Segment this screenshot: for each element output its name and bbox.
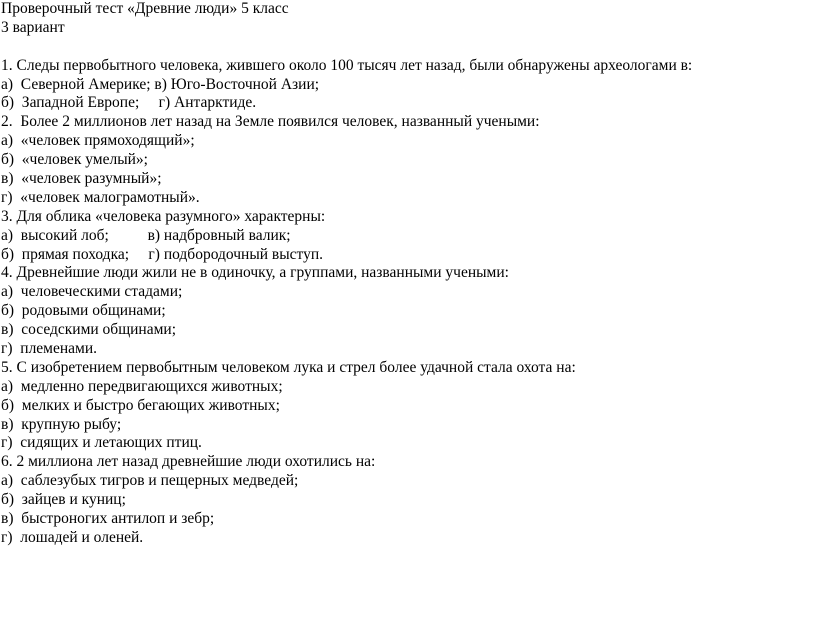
question-1: 1. Следы первобытного человека, жившего около 100 тысяч лет назад, были обнаружены археологами в: <box>1 56 693 74</box>
document-page <box>1 0 811 548</box>
variant-label: 3 вариант <box>1 18 65 36</box>
question-6: 6. 2 миллиона лет назад древнейшие люди охотились на: <box>1 453 376 471</box>
question-4-option-g: г) племенами. <box>1 340 98 358</box>
question-4-option-a: а) человеческими стадами; <box>1 283 183 301</box>
question-6-option-a: а) саблезубых тигров и пещерных медведей; <box>1 472 299 490</box>
question-6-option-v: в) быстроногих антилоп и зебр; <box>1 510 215 528</box>
question-4: 4. Древнейшие люди жили не в одиночку, а группами, названными учеными: <box>1 264 509 282</box>
question-3-options-b-g: б) прямая походка; г) подбородочный выступ. <box>1 245 324 263</box>
document-title: Проверочный тест «Древние люди» 5 класс <box>1 0 289 17</box>
question-3: 3. Для облика «человека разумного» характерны: <box>1 207 326 225</box>
blank-line <box>1 38 811 57</box>
question-5-option-g: г) сидящих и летающих птиц. <box>1 434 202 452</box>
question-4-option-b: б) родовыми общинами; <box>1 302 166 320</box>
question-6-option-g: г) лошадей и оленей. <box>1 528 144 546</box>
question-4-option-v: в) соседскими общинами; <box>1 321 177 339</box>
question-2-option-g: г) «человек малограмотный». <box>1 188 200 206</box>
question-3-options-a-v: а) высокий лоб; в) надбровный валик; <box>1 226 291 244</box>
question-2-option-v: в) «человек разумный»; <box>1 170 162 188</box>
question-1-options-a-v: а) Северной Америке; в) Юго-Восточной Азии; <box>1 75 320 93</box>
question-5-option-a: а) медленно передвигающихся животных; <box>1 377 283 395</box>
question-2: 2. Более 2 миллионов лет назад на Земле появился человек, названный учеными: <box>1 113 540 131</box>
question-1-options-b-g: б) Западной Европе; г) Антарктиде. <box>1 94 257 112</box>
question-5-option-v: в) крупную рыбу; <box>1 415 122 433</box>
question-2-option-a: а) «человек прямоходящий»; <box>1 132 195 150</box>
question-5-option-b: б) мелких и быстро бегающих животных; <box>1 396 280 414</box>
question-6-option-b: б) зайцев и куниц; <box>1 491 126 509</box>
question-2-option-b: б) «человек умелый»; <box>1 151 148 169</box>
question-5: 5. С изобретением первобытным человеком лука и стрел более удачной стала охота на: <box>1 358 576 376</box>
